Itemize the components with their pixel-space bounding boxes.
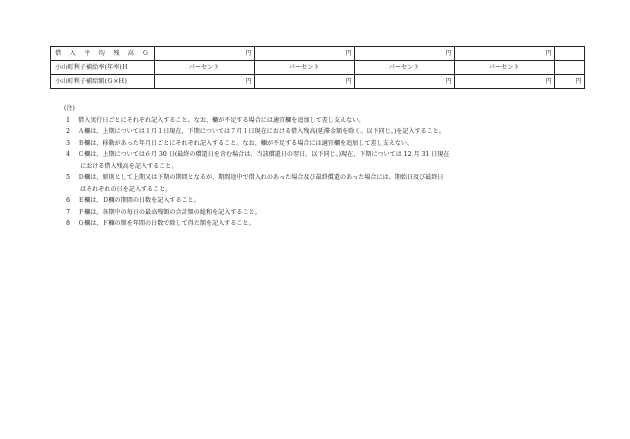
note-item — [56, 149, 596, 161]
notes-section — [56, 103, 596, 230]
interest-subsidy-table — [50, 46, 585, 89]
note-continuation: における借入残高を記入すること。 — [80, 162, 178, 170]
note-item — [56, 115, 596, 127]
note-number: 2 — [66, 128, 70, 135]
table-cell: パーセント — [254, 61, 354, 75]
note-number: 6 — [66, 197, 70, 204]
note-text: Ｃ欄は、上期については６月 30 日(最終の償還日を含む場合は、当該償還日の翌日。以下同じ。)現在、下期については 12 月 31 日現在 — [78, 151, 450, 158]
table-cell: 円 — [254, 47, 354, 61]
table-cell: パーセント — [354, 61, 454, 75]
note-text: Ｂ欄は、移動があった年月日ごとにそれぞれ記入すること。なお、欄が不足する場合には適宜欄を追加して差し支えない。 — [78, 139, 414, 147]
row-label: 小山町利子補給額(Ｇ×Ｈ) — [51, 75, 155, 89]
table-row-average-balance — [51, 47, 585, 61]
table-cell: 円 — [154, 75, 254, 89]
table-cell-blank — [554, 61, 584, 75]
table-cell: 円 — [254, 75, 354, 89]
note-item — [56, 138, 596, 150]
table-cell-blank — [554, 47, 584, 61]
table-cell: パーセント — [154, 61, 254, 75]
note-continuation: はそれぞれの日を記入すること。 — [80, 185, 172, 193]
note-number: 5 — [66, 174, 70, 181]
table-cell: 円 — [354, 75, 454, 89]
row-label: 借 入 平 均 残 高 Ｇ — [51, 47, 155, 61]
table-cell-total: 円 — [554, 75, 584, 89]
note-number: 1 — [66, 116, 70, 124]
note-text: Ａ欄は、上期については１月１日現在、下期については７月１日現在における借入残高(延滞金額を除く。以下同じ。)を記入すること。 — [78, 128, 445, 135]
note-text: Ｅ欄は、Ｄ欄の期間の日数を記入すること。 — [78, 197, 200, 204]
note-item — [56, 172, 596, 184]
table-row-subsidy-rate — [51, 61, 585, 75]
note-item — [56, 126, 596, 138]
note-text: Ｆ欄は、各期中の毎日の最高残額の合計額の総和を記入すること。 — [78, 208, 261, 216]
table-cell: 円 — [454, 47, 554, 61]
note-text: 借入実行日ごとにそれぞれ記入すること。なお、欄が不足する場合には適宜欄を追加して差し支えない。 — [78, 116, 365, 124]
table-cell: パーセント — [454, 61, 554, 75]
note-text: Ｇ欄は、Ｆ欄の額を年間の日数で除して得た額を記入すること。 — [78, 220, 255, 227]
note-text: Ｄ欄は、原則として上期又は下期の期間となるが、期間途中で借入れのあった場合及び最終償還のあった場合には、期始日及び最終日 — [78, 174, 444, 181]
table-row-subsidy-amount — [51, 75, 585, 89]
note-item — [56, 218, 596, 230]
note-item — [56, 195, 596, 207]
note-number: 8 — [66, 220, 70, 227]
note-number: 7 — [66, 208, 70, 216]
notes-heading: (注) — [64, 105, 75, 112]
note-number: 4 — [66, 151, 70, 158]
note-number: 3 — [66, 139, 70, 147]
table-cell: 円 — [454, 75, 554, 89]
row-label: 小山町利子補給率(年率)Ｈ — [51, 61, 155, 75]
table-cell: 円 — [154, 47, 254, 61]
table-cell: 円 — [354, 47, 454, 61]
note-item — [56, 207, 596, 219]
